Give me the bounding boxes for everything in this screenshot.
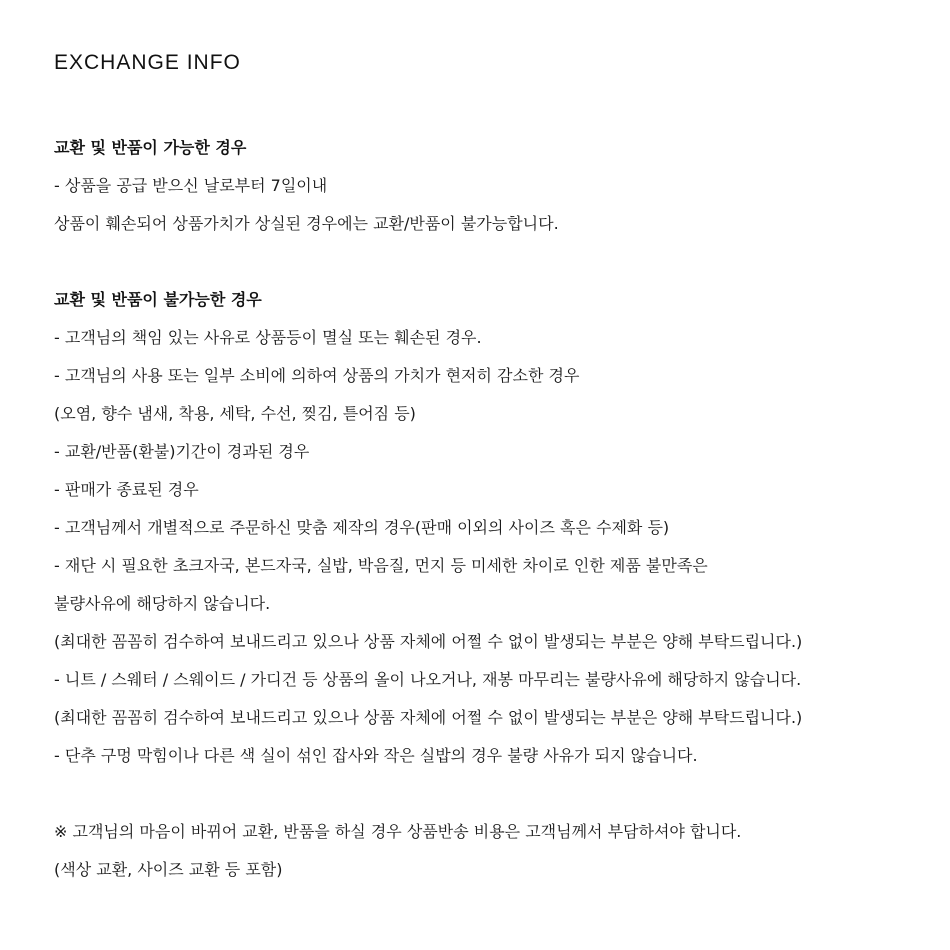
section-line: (최대한 꼼꼼히 검수하여 보내드리고 있으나 상품 자체에 어쩔 수 없이 발생되는 부분은 양해 부탁드립니다.): [54, 632, 803, 651]
page-title: EXCHANGE INFO: [54, 51, 241, 74]
section-heading-returnable: 교환 및 반품이 가능한 경우: [54, 138, 247, 157]
section-line: - 상품을 공급 받으신 날로부터 7일이내: [54, 176, 328, 195]
section-line: - 판매가 종료된 경우: [54, 480, 199, 499]
section-line: 불량사유에 해당하지 않습니다.: [54, 594, 271, 613]
section-line: 상품이 훼손되어 상품가치가 상실된 경우에는 교환/반품이 불가능합니다.: [54, 214, 559, 233]
section-line: - 니트 / 스웨터 / 스웨이드 / 가디건 등 상품의 올이 나오거나, 재봉 마무리는 불량사유에 해당하지 않습니다.: [54, 670, 802, 689]
section-line: - 고객님의 사용 또는 일부 소비에 의하여 상품의 가치가 현저히 감소한 경우: [54, 366, 580, 385]
section-heading-non-returnable: 교환 및 반품이 불가능한 경우: [54, 290, 262, 309]
section-line: - 고객님의 책임 있는 사유로 상품등이 멸실 또는 훼손된 경우.: [54, 328, 482, 347]
section-line: - 단추 구멍 막힘이나 다른 색 실이 섞인 잡사와 작은 실밥의 경우 불량 사유가 되지 않습니다.: [54, 746, 698, 765]
note-line: ※ 고객님의 마음이 바뀌어 교환, 반품을 하실 경우 상품반송 비용은 고객님께서 부담하셔야 합니다.: [54, 822, 742, 841]
section-line: - 고객님께서 개별적으로 주문하신 맞춤 제작의 경우(판매 이외의 사이즈 혹은 수제화 등): [54, 518, 670, 537]
note-line: (색상 교환, 사이즈 교환 등 포함): [54, 860, 283, 879]
section-line: - 교환/반품(환불)기간이 경과된 경우: [54, 442, 310, 461]
section-line: (최대한 꼼꼼히 검수하여 보내드리고 있으나 상품 자체에 어쩔 수 없이 발생되는 부분은 양해 부탁드립니다.): [54, 708, 803, 727]
section-line: - 재단 시 필요한 초크자국, 본드자국, 실밥, 박음질, 먼지 등 미세한 차이로 인한 제품 불만족은: [54, 556, 708, 575]
section-line: (오염, 향수 냄새, 착용, 세탁, 수선, 찢김, 튿어짐 등): [54, 404, 416, 423]
